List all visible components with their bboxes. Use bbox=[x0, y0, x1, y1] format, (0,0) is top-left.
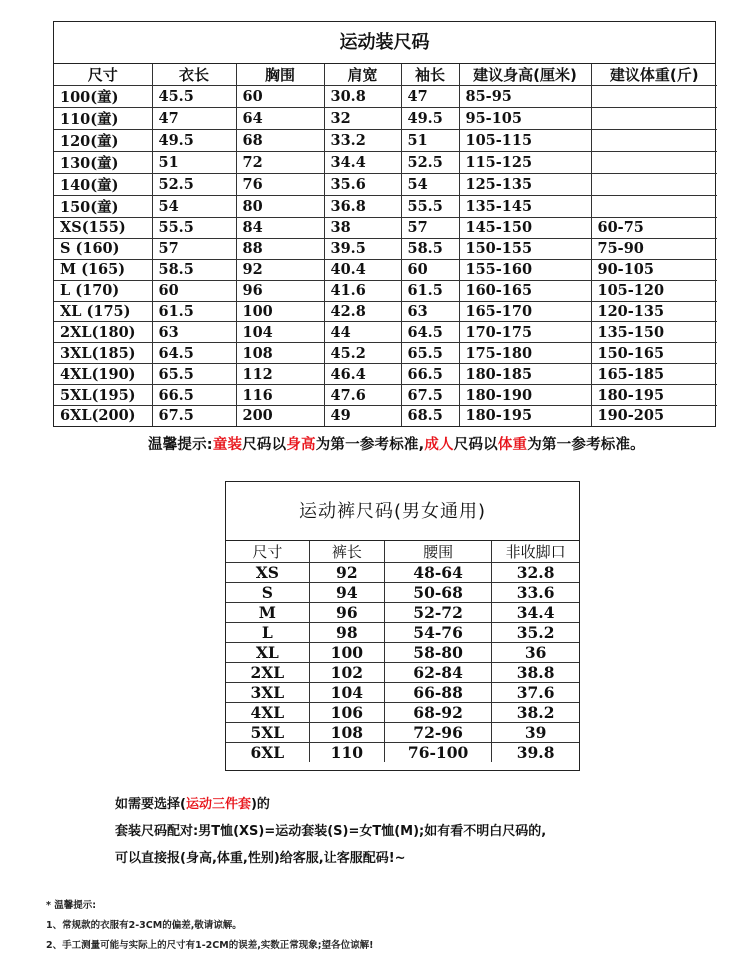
size-cell: M bbox=[226, 603, 309, 623]
value-cell: 68.5 bbox=[401, 406, 459, 426]
value-cell: 104 bbox=[236, 322, 324, 343]
tip-adult: 成人 bbox=[424, 437, 454, 453]
three-piece-set-label: 运动三件套 bbox=[185, 797, 251, 812]
header-cell: 非收脚口 bbox=[492, 541, 579, 563]
notes-line-1 bbox=[115, 791, 546, 818]
table-row bbox=[54, 130, 717, 152]
value-cell: 135-150 bbox=[591, 322, 717, 343]
header-cell: 袖长 bbox=[401, 64, 459, 86]
size-cell: 100(童) bbox=[54, 86, 152, 108]
sportswear-table-title: 运动装尺码 bbox=[54, 22, 715, 64]
value-cell: 52.5 bbox=[401, 152, 459, 174]
footer-notes-head: * 温馨提示: bbox=[46, 900, 97, 911]
tip-text-1: 尺码以 bbox=[242, 437, 287, 453]
size-cell: XL bbox=[226, 643, 309, 663]
table-row bbox=[54, 322, 717, 343]
header-cell: 衣长 bbox=[152, 64, 236, 86]
value-cell: 160-165 bbox=[459, 280, 591, 301]
table-row bbox=[226, 663, 579, 683]
value-cell: 88 bbox=[236, 238, 324, 259]
value-cell: 112 bbox=[236, 364, 324, 385]
size-cell: XS(155) bbox=[54, 218, 152, 239]
value-cell: 60 bbox=[236, 86, 324, 108]
pants-table-title: 运动裤尺码(男女通用) bbox=[226, 482, 579, 541]
value-cell: 39 bbox=[492, 723, 579, 743]
value-cell: 33.6 bbox=[492, 583, 579, 603]
value-cell: 51 bbox=[401, 130, 459, 152]
value-cell: 92 bbox=[309, 563, 384, 583]
value-cell: 72 bbox=[236, 152, 324, 174]
table-row bbox=[54, 218, 717, 239]
value-cell: 38.8 bbox=[492, 663, 579, 683]
table-row bbox=[54, 238, 717, 259]
value-cell: 100 bbox=[309, 643, 384, 663]
header-cell: 肩宽 bbox=[324, 64, 401, 86]
value-cell: 55.5 bbox=[152, 218, 236, 239]
tip-prefix: 温馨提示: bbox=[148, 437, 213, 453]
value-cell: 66-88 bbox=[384, 683, 491, 703]
table-row bbox=[54, 152, 717, 174]
value-cell: 60 bbox=[152, 280, 236, 301]
footer-note-1: 1、常规款的衣服有2-3CM的偏差,敬请谅解。 bbox=[46, 920, 242, 931]
table-row bbox=[54, 406, 717, 426]
value-cell: 35.2 bbox=[492, 623, 579, 643]
value-cell: 54-76 bbox=[384, 623, 491, 643]
value-cell: 165-170 bbox=[459, 301, 591, 322]
table-row bbox=[226, 603, 579, 623]
value-cell: 98 bbox=[309, 623, 384, 643]
value-cell: 108 bbox=[309, 723, 384, 743]
value-cell: 60 bbox=[401, 259, 459, 280]
value-cell: 37.6 bbox=[492, 683, 579, 703]
value-cell bbox=[591, 130, 717, 152]
pants-header-row bbox=[226, 541, 579, 563]
size-cell: XS bbox=[226, 563, 309, 583]
size-cell: L bbox=[226, 623, 309, 643]
value-cell: 61.5 bbox=[401, 280, 459, 301]
value-cell: 64 bbox=[236, 108, 324, 130]
value-cell: 40.4 bbox=[324, 259, 401, 280]
value-cell: 62-84 bbox=[384, 663, 491, 683]
value-cell: 54 bbox=[401, 174, 459, 196]
table-row bbox=[54, 385, 717, 406]
table-row bbox=[226, 723, 579, 743]
size-cell: 4XL bbox=[226, 703, 309, 723]
size-cell: S (160) bbox=[54, 238, 152, 259]
value-cell: 45.2 bbox=[324, 343, 401, 364]
value-cell: 52.5 bbox=[152, 174, 236, 196]
value-cell: 45.5 bbox=[152, 86, 236, 108]
value-cell: 110 bbox=[309, 743, 384, 763]
value-cell bbox=[591, 196, 717, 218]
value-cell: 42.8 bbox=[324, 301, 401, 322]
size-cell: 2XL(180) bbox=[54, 322, 152, 343]
value-cell: 49.5 bbox=[152, 130, 236, 152]
size-cell: 3XL bbox=[226, 683, 309, 703]
value-cell: 54 bbox=[152, 196, 236, 218]
table-row bbox=[54, 280, 717, 301]
value-cell: 105-115 bbox=[459, 130, 591, 152]
value-cell: 145-150 bbox=[459, 218, 591, 239]
value-cell: 60-75 bbox=[591, 218, 717, 239]
pants-grid bbox=[226, 541, 579, 762]
value-cell: 95-105 bbox=[459, 108, 591, 130]
size-cell: 130(童) bbox=[54, 152, 152, 174]
value-cell: 180-190 bbox=[459, 385, 591, 406]
value-cell: 108 bbox=[236, 343, 324, 364]
notes-line-1-b: )的 bbox=[250, 797, 270, 812]
value-cell: 38.2 bbox=[492, 703, 579, 723]
value-cell: 65.5 bbox=[152, 364, 236, 385]
value-cell: 66.5 bbox=[401, 364, 459, 385]
value-cell: 38 bbox=[324, 218, 401, 239]
value-cell: 67.5 bbox=[401, 385, 459, 406]
value-cell: 84 bbox=[236, 218, 324, 239]
value-cell: 52-72 bbox=[384, 603, 491, 623]
value-cell: 58.5 bbox=[152, 259, 236, 280]
sizing-tip bbox=[148, 433, 645, 454]
value-cell: 46.4 bbox=[324, 364, 401, 385]
sportswear-header-row bbox=[54, 64, 717, 86]
tip-height: 身高 bbox=[286, 437, 316, 453]
table-row bbox=[226, 703, 579, 723]
size-cell: 6XL(200) bbox=[54, 406, 152, 426]
value-cell: 92 bbox=[236, 259, 324, 280]
footer-notes bbox=[46, 896, 373, 956]
tip-kids-wear: 童装 bbox=[212, 437, 243, 453]
value-cell: 34.4 bbox=[492, 603, 579, 623]
value-cell: 80 bbox=[236, 196, 324, 218]
value-cell: 180-185 bbox=[459, 364, 591, 385]
size-cell: 5XL bbox=[226, 723, 309, 743]
size-cell: 140(童) bbox=[54, 174, 152, 196]
value-cell bbox=[591, 174, 717, 196]
value-cell: 58-80 bbox=[384, 643, 491, 663]
value-cell: 67.5 bbox=[152, 406, 236, 426]
value-cell: 51 bbox=[152, 152, 236, 174]
value-cell: 100 bbox=[236, 301, 324, 322]
value-cell: 180-195 bbox=[591, 385, 717, 406]
size-cell: 120(童) bbox=[54, 130, 152, 152]
value-cell: 102 bbox=[309, 663, 384, 683]
table-row bbox=[54, 108, 717, 130]
table-row bbox=[226, 743, 579, 763]
value-cell: 49.5 bbox=[401, 108, 459, 130]
value-cell: 106 bbox=[309, 703, 384, 723]
value-cell: 76-100 bbox=[384, 743, 491, 763]
header-cell: 尺寸 bbox=[226, 541, 309, 563]
footer-note-2: 2、手工测量可能与实际上的尺寸有1-2CM的误差,实数正常现象;望各位谅解! bbox=[46, 940, 374, 951]
sportswear-grid bbox=[54, 64, 717, 426]
header-cell: 建议身高(厘米) bbox=[459, 64, 591, 86]
value-cell bbox=[591, 152, 717, 174]
value-cell: 68 bbox=[236, 130, 324, 152]
value-cell: 64.5 bbox=[401, 322, 459, 343]
table-row bbox=[54, 301, 717, 322]
header-cell: 腰围 bbox=[384, 541, 491, 563]
value-cell: 175-180 bbox=[459, 343, 591, 364]
value-cell: 30.8 bbox=[324, 86, 401, 108]
size-cell: 3XL(185) bbox=[54, 343, 152, 364]
value-cell: 170-175 bbox=[459, 322, 591, 343]
value-cell: 180-195 bbox=[459, 406, 591, 426]
value-cell: 165-185 bbox=[591, 364, 717, 385]
value-cell: 105-120 bbox=[591, 280, 717, 301]
value-cell: 66.5 bbox=[152, 385, 236, 406]
value-cell: 57 bbox=[152, 238, 236, 259]
size-cell: 6XL bbox=[226, 743, 309, 763]
value-cell: 50-68 bbox=[384, 583, 491, 603]
value-cell: 48-64 bbox=[384, 563, 491, 583]
notes-line-2: 套装尺码配对:男T恤(XS)=运动套装(S)=女T恤(M);如有看不明白尺码的, bbox=[115, 824, 547, 839]
size-cell: M (165) bbox=[54, 259, 152, 280]
value-cell: 36.8 bbox=[324, 196, 401, 218]
value-cell: 96 bbox=[309, 603, 384, 623]
value-cell bbox=[591, 108, 717, 130]
value-cell: 39.5 bbox=[324, 238, 401, 259]
value-cell: 96 bbox=[236, 280, 324, 301]
value-cell: 55.5 bbox=[401, 196, 459, 218]
value-cell: 47 bbox=[152, 108, 236, 130]
value-cell: 76 bbox=[236, 174, 324, 196]
tip-weight: 体重 bbox=[497, 437, 528, 453]
table-row bbox=[226, 683, 579, 703]
table-row bbox=[54, 259, 717, 280]
table-row bbox=[226, 563, 579, 583]
size-cell: 5XL(195) bbox=[54, 385, 152, 406]
value-cell: 32 bbox=[324, 108, 401, 130]
table-row bbox=[54, 343, 717, 364]
value-cell: 41.6 bbox=[324, 280, 401, 301]
value-cell: 200 bbox=[236, 406, 324, 426]
size-cell: 4XL(190) bbox=[54, 364, 152, 385]
value-cell: 150-155 bbox=[459, 238, 591, 259]
value-cell: 32.8 bbox=[492, 563, 579, 583]
value-cell: 63 bbox=[152, 322, 236, 343]
value-cell: 85-95 bbox=[459, 86, 591, 108]
table-row bbox=[54, 86, 717, 108]
size-cell: XL (175) bbox=[54, 301, 152, 322]
table-row bbox=[54, 196, 717, 218]
value-cell: 36 bbox=[492, 643, 579, 663]
value-cell: 120-135 bbox=[591, 301, 717, 322]
tip-text-3: 尺码以 bbox=[453, 437, 498, 453]
header-cell: 裤长 bbox=[309, 541, 384, 563]
notes-line-3: 可以直接报(身高,体重,性别)给客服,让客服配码!~ bbox=[115, 851, 406, 866]
value-cell: 90-105 bbox=[591, 259, 717, 280]
notes-line-1-a: 如需要选择( bbox=[115, 797, 186, 812]
pants-grid-body bbox=[226, 541, 579, 762]
size-cell: S bbox=[226, 583, 309, 603]
tip-text-4: 为第一参考标准。 bbox=[527, 437, 645, 453]
pants-size-table bbox=[225, 481, 580, 771]
value-cell: 35.6 bbox=[324, 174, 401, 196]
value-cell: 47 bbox=[401, 86, 459, 108]
value-cell: 116 bbox=[236, 385, 324, 406]
value-cell: 49 bbox=[324, 406, 401, 426]
value-cell: 33.2 bbox=[324, 130, 401, 152]
value-cell: 39.8 bbox=[492, 743, 579, 763]
value-cell: 64.5 bbox=[152, 343, 236, 364]
table-row bbox=[226, 583, 579, 603]
value-cell: 104 bbox=[309, 683, 384, 703]
value-cell: 44 bbox=[324, 322, 401, 343]
set-matching-notes bbox=[115, 791, 546, 872]
sportswear-grid-body bbox=[54, 64, 717, 426]
value-cell: 115-125 bbox=[459, 152, 591, 174]
value-cell: 155-160 bbox=[459, 259, 591, 280]
header-cell: 建议体重(斤) bbox=[591, 64, 717, 86]
value-cell: 61.5 bbox=[152, 301, 236, 322]
size-cell: 2XL bbox=[226, 663, 309, 683]
size-cell: L (170) bbox=[54, 280, 152, 301]
header-cell: 胸围 bbox=[236, 64, 324, 86]
value-cell: 57 bbox=[401, 218, 459, 239]
value-cell: 47.6 bbox=[324, 385, 401, 406]
size-cell: 150(童) bbox=[54, 196, 152, 218]
value-cell: 94 bbox=[309, 583, 384, 603]
table-row bbox=[226, 643, 579, 663]
value-cell: 135-145 bbox=[459, 196, 591, 218]
value-cell: 63 bbox=[401, 301, 459, 322]
value-cell: 190-205 bbox=[591, 406, 717, 426]
value-cell: 65.5 bbox=[401, 343, 459, 364]
value-cell: 72-96 bbox=[384, 723, 491, 743]
value-cell: 125-135 bbox=[459, 174, 591, 196]
value-cell: 68-92 bbox=[384, 703, 491, 723]
table-row bbox=[54, 174, 717, 196]
value-cell: 150-165 bbox=[591, 343, 717, 364]
table-row bbox=[226, 623, 579, 643]
table-row bbox=[54, 364, 717, 385]
value-cell: 75-90 bbox=[591, 238, 717, 259]
sportswear-size-table bbox=[53, 21, 716, 427]
header-cell: 尺寸 bbox=[54, 64, 152, 86]
value-cell: 34.4 bbox=[324, 152, 401, 174]
tip-text-2: 为第一参考标准, bbox=[315, 437, 425, 453]
size-cell: 110(童) bbox=[54, 108, 152, 130]
value-cell: 58.5 bbox=[401, 238, 459, 259]
value-cell bbox=[591, 86, 717, 108]
